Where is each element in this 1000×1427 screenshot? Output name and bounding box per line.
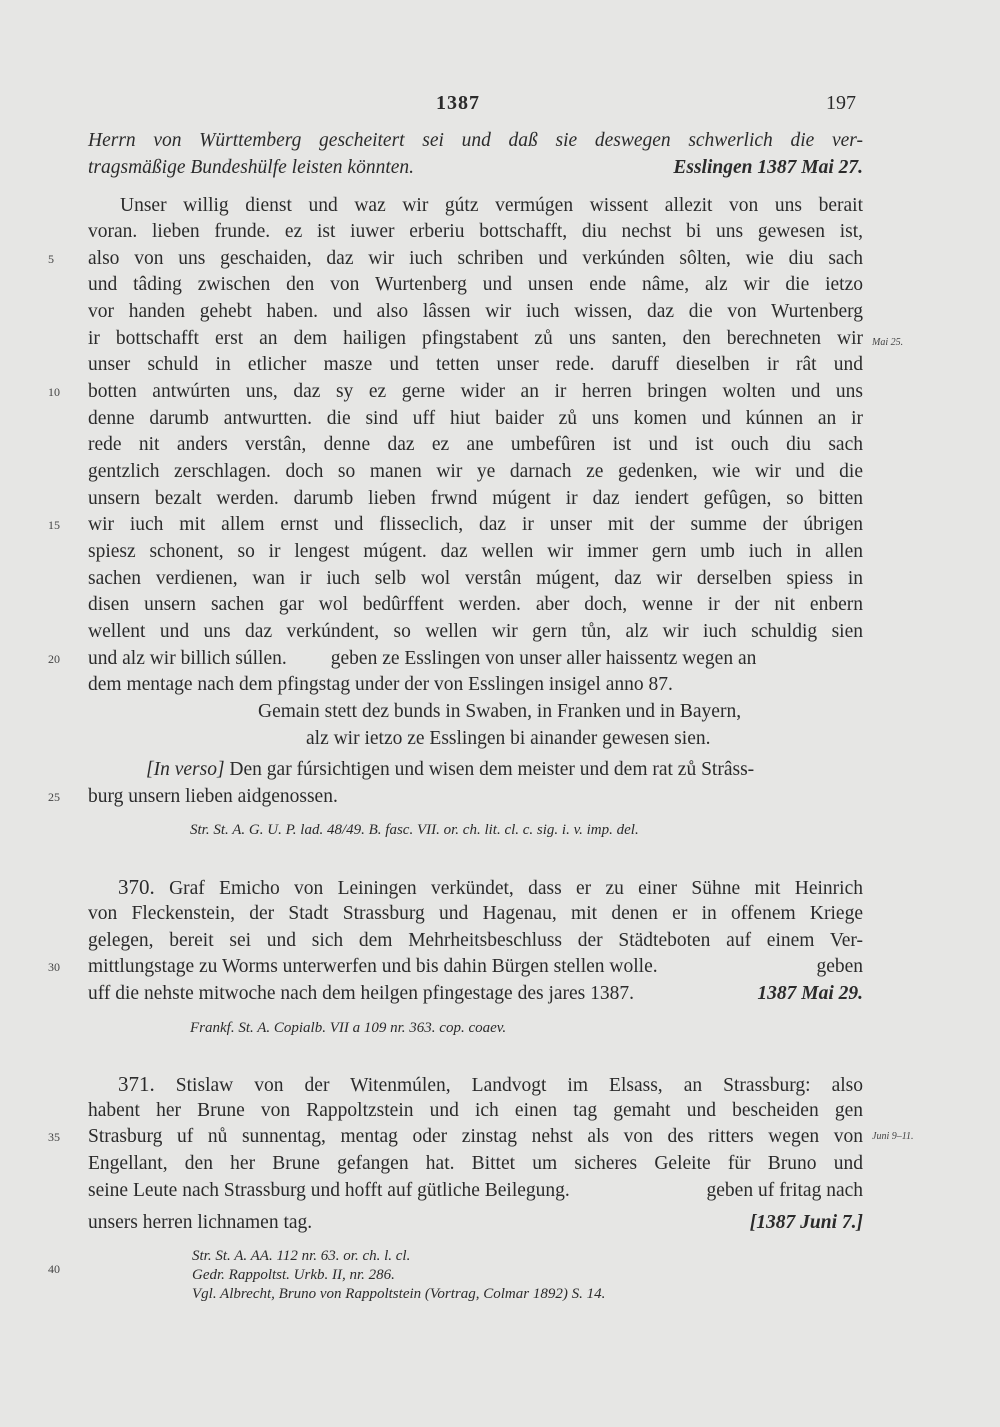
text-line: spiesz schonent, so ir lengest múgent. daz wellen wir immer gern umb iuch in allen xyxy=(88,541,863,562)
text-fragment: Stislaw von der Witenmúlen, Landvogt im Elsass, an Strassburg: also xyxy=(175,1075,864,1096)
text-fragment: geben uf fritag nach xyxy=(706,1180,863,1201)
text-line: von Fleckenstein, der Stadt Strassburg und Hagenau, mit denen er in offenem Kriege xyxy=(88,903,863,924)
line-number: 10 xyxy=(48,385,60,399)
summary-text: tragsmäßige Bundeshülfe leisten könnten. xyxy=(88,157,415,178)
source-citation: Frankf. St. A. Copialb. VII a 109 nr. 363. cop. coaev. xyxy=(190,1020,507,1036)
verso-label: [In verso] xyxy=(146,759,225,780)
text-fragment: unsers herren lichnamen tag. xyxy=(88,1212,313,1233)
line-number: 35 xyxy=(48,1130,60,1144)
text-line: botten antwúrten uns, daz sy ez gerne wider an ir herren bringen wolten und uns xyxy=(88,381,863,402)
text-line: unser schuld in etlicher masze und tetten unser rede. daruff dieselben ir rât und xyxy=(88,354,863,375)
text-line: ir bottschafft erst an dem hailigen pfingstabent zů uns santen, den berechneten wir xyxy=(88,328,863,349)
source-citation: Vgl. Albrecht, Bruno von Rappoltstein (Vortrag, Colmar 1892) S. 14. xyxy=(192,1286,606,1302)
page-number: 197 xyxy=(826,92,856,114)
line-number: 15 xyxy=(48,518,60,532)
text-line: gentzlich zerschlagen. doch so manen wir ye darnach ze gedenken, wie wir und die xyxy=(88,461,863,482)
signature-line: alz wir ietzo ze Esslingen bi ainander gewesen sien. xyxy=(306,728,711,749)
text-fragment: mittlungstage zu Worms unterwerfen und bis dahin Bürgen stellen wolle. xyxy=(88,956,658,977)
text-line: disen unsern sachen gar wol bedûrffent werden. aber doch, wenne ir der nit enbern xyxy=(88,594,863,615)
text-line: gelegen, bereit sei und sich dem Mehrheitsbeschluss der Städteboten auf einem Ver- xyxy=(88,930,863,951)
verso-line xyxy=(146,757,856,783)
line-number: 20 xyxy=(48,652,60,666)
text-line: wir iuch mit allem ernst und flisseclich, daz ir unser mit der summe der úbrigen xyxy=(88,514,863,535)
line-number: 30 xyxy=(48,960,60,974)
page-header-year: 1387 xyxy=(436,92,480,114)
text-line: Strasburg uf nů sunnentag, mentag oder zinstag nehst als von des ritters wegen von xyxy=(88,1126,863,1147)
text-line: also von uns geschaiden, daz wir iuch schriben und verkúnden sôlten, wie diu sach xyxy=(88,248,863,269)
text-line xyxy=(88,981,863,1007)
text-line xyxy=(118,874,863,902)
signature-line: Gemain stett dez bunds in Swaben, in Franken und in Bayern, xyxy=(258,701,742,722)
text-fragment: seine Leute nach Strassburg und hofft auf gütliche Beilegung. xyxy=(88,1180,570,1201)
text-fragment: geben ze Esslingen von unser aller haissentz wegen an xyxy=(330,648,757,669)
text-line: Unser willig dienst und waz wir gútz vermúgen wissent allezit von uns berait xyxy=(120,195,863,216)
text-line: unsern bezalt werden. darumb lieben frwnd múgent ir daz iendert gefûgen, so bitten xyxy=(88,488,863,509)
margin-date-note: Juni 9–11. xyxy=(872,1131,914,1142)
text-line: und tâding zwischen den von Wurtenberg und unsen ende nâme, alz wir die ietzo xyxy=(88,274,863,295)
document-date: Esslingen 1387 Mai 27. xyxy=(673,157,863,178)
text-fragment: uff die nehste mitwoche nach dem heilgen pfingestage des jares 1387. xyxy=(88,983,635,1004)
document-date: 1387 Mai 29. xyxy=(757,983,863,1004)
summary-line-2 xyxy=(88,155,863,181)
text-line: dem mentage nach dem pfingstag under der von Esslingen insigel anno 87. xyxy=(88,674,673,695)
text-line xyxy=(88,1210,863,1236)
text-line: voran. lieben frunde. ez ist iuwer erberiu bottschafft, diu nechst bi uns gewesen ist, xyxy=(88,221,863,242)
line-number: 40 xyxy=(48,1262,60,1276)
line-number: 5 xyxy=(48,252,54,266)
document-date: [1387 Juni 7.] xyxy=(749,1212,863,1233)
text-line xyxy=(88,1178,863,1204)
source-citation: Gedr. Rappoltst. Urkb. II, nr. 286. xyxy=(192,1267,395,1283)
text-line: vor handen gehebt haben. und also lâssen wir iuch wissen, daz die von Wurtenberg xyxy=(88,301,863,322)
text-line: habent her Brune von Rappoltzstein und ich einen tag gemaht und bescheiden gen xyxy=(88,1100,863,1121)
source-citation: Str. St. A. AA. 112 nr. 63. or. ch. l. cl. xyxy=(192,1248,411,1264)
text-line: Engellant, den her Brune gefangen hat. Bittet um sicheres Geleite für Bruno und xyxy=(88,1153,863,1174)
verso-text: Den gar fúrsichtigen und wisen dem meister und dem rat zů Strâss- xyxy=(229,759,755,780)
text-line: wellent und uns daz verkúndent, so wellen wir gern tůn, alz wir iuch schuldig sien xyxy=(88,621,863,642)
document-number: 371. xyxy=(118,1072,155,1096)
text-line: denne darumb antwurtten. die sind uff hiut baider zů uns komen und kúnnen an ir xyxy=(88,408,863,429)
summary-line: Herrn von Württemberg gescheitert sei und daß sie deswegen schwerlich die ver- xyxy=(88,130,863,151)
text-fragment: und alz wir billich súllen. xyxy=(88,648,287,669)
text-line: sachen verdienen, wan ir iuch selb wol verstân múgent, daz wir derselben spiess in xyxy=(88,568,863,589)
text-line xyxy=(88,646,863,672)
line-number: 25 xyxy=(48,790,60,804)
verso-line-2: burg unsern lieben aidgenossen. xyxy=(88,786,338,807)
text-line xyxy=(88,954,863,980)
text-line: rede nit anders verstân, denne daz ez ane umbefûren ist und ist ouch diu sach xyxy=(88,434,863,455)
text-line xyxy=(118,1071,863,1099)
text-fragment: geben xyxy=(816,956,863,977)
margin-date-note: Mai 25. xyxy=(872,337,904,348)
document-number: 370. xyxy=(118,875,155,899)
source-citation: Str. St. A. G. U. P. lad. 48/49. B. fasc. VII. or. ch. lit. cl. c. sig. i. v. imp. del. xyxy=(190,822,639,838)
text-fragment: Graf Emicho von Leiningen verkündet, dass er zu einer Sühne mit Heinrich xyxy=(169,878,863,899)
